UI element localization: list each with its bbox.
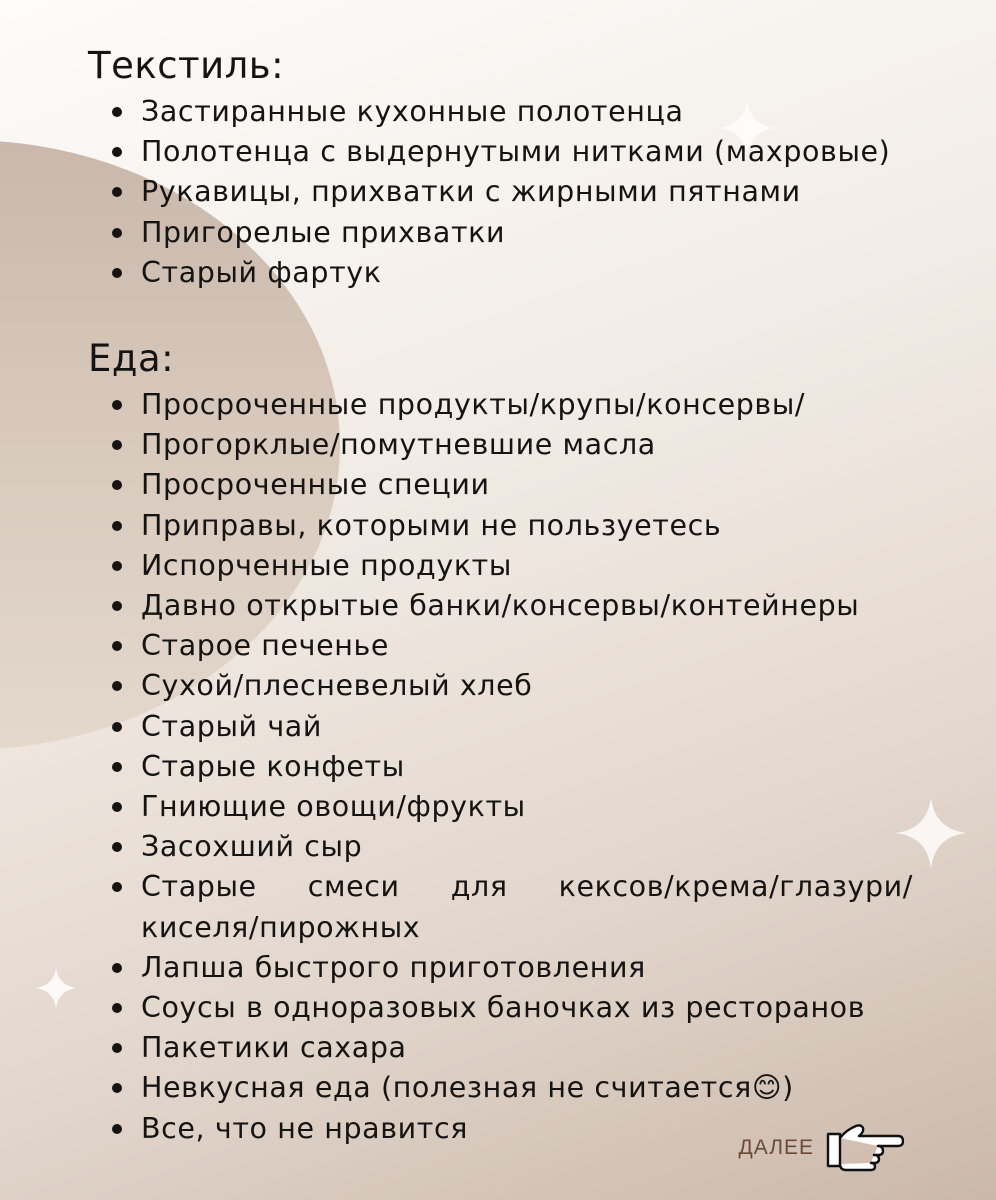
list-item-text: Приправы, которыми не пользуетесь: [141, 508, 722, 542]
list-item: [88, 787, 913, 827]
list-item: [88, 586, 913, 626]
bullet-icon: [112, 641, 122, 651]
list-item-text: Гниющие овощи/фрукты: [141, 790, 526, 824]
textile-list: [88, 92, 913, 293]
list-item: [88, 747, 913, 787]
list-item-text: Испорченные продукты: [141, 548, 512, 582]
bullet-icon: [112, 1083, 122, 1093]
list-item-text: Соусы в одноразовых баночках из ресторанов: [141, 991, 866, 1025]
list-item-text: Рукавицы, прихватки с жирными пятнами: [141, 175, 801, 209]
list-item: [88, 948, 913, 988]
sparkle-icon: [34, 966, 78, 1010]
list-item: [88, 546, 913, 586]
bullet-icon: [112, 842, 122, 852]
section-title-food: Еда:: [88, 337, 175, 381]
list-item-text: Старые конфеты: [141, 749, 405, 783]
section-title-textile: Текстиль:: [88, 44, 285, 87]
bullet-icon: [112, 1003, 122, 1013]
next-label: ДАЛЕЕ: [738, 1136, 814, 1159]
bullet-icon: [112, 400, 122, 410]
list-item: [88, 1028, 913, 1068]
list-item-text: Полотенца с выдернутыми нитками (махровые): [141, 135, 891, 169]
list-item: [88, 385, 913, 425]
list-item: [88, 465, 913, 505]
list-item-text: Пригорелые прихватки: [141, 215, 506, 249]
list-item-text: Прогорклые/помутневшие масла: [141, 428, 656, 462]
bullet-icon: [112, 561, 122, 571]
list-item-text: Лапша быстрого приготовления: [141, 950, 646, 984]
bullet-icon: [112, 963, 122, 973]
list-item: [88, 988, 913, 1028]
list-item: [88, 172, 913, 212]
list-item: [88, 626, 913, 666]
bullet-icon: [112, 601, 122, 611]
list-item: [88, 506, 913, 546]
bullet-icon: [112, 1043, 122, 1053]
bullet-icon: [112, 521, 122, 531]
list-item-text: Старые смеси для кексов/крема/глазури/ киселя/пирожных: [141, 870, 913, 944]
bullet-icon: [112, 147, 122, 157]
list-item: [88, 666, 913, 706]
list-item-text: Просроченные специи: [141, 468, 490, 502]
list-item: [88, 827, 913, 867]
bullet-icon: [112, 882, 122, 892]
list-item-text: Невкусная еда (полезная не считается😊): [141, 1071, 794, 1105]
list-item: [88, 707, 913, 747]
bullet-icon: [112, 480, 122, 490]
list-item-text: Засохший сыр: [141, 830, 363, 864]
bullet-icon: [112, 762, 122, 772]
list-item-text: Просроченные продукты/крупы/консервы/: [141, 388, 806, 422]
list-item: [88, 132, 913, 172]
bullet-icon: [112, 802, 122, 812]
bullet-icon: [112, 1124, 122, 1134]
food-list: [88, 385, 913, 1149]
bullet-icon: [112, 681, 122, 691]
list-item-text: Давно открытые банки/консервы/контейнеры: [141, 589, 860, 623]
list-item-text: Сухой/плесневелый хлеб: [141, 669, 533, 703]
bullet-icon: [112, 187, 122, 197]
list-item: [88, 213, 913, 253]
list-item-text: Старое печенье: [141, 629, 389, 663]
list-item-text: Старый фартук: [141, 255, 382, 289]
list-item: [88, 253, 913, 293]
bullet-icon: [112, 722, 122, 732]
bullet-icon: [112, 440, 122, 450]
content: [88, 40, 913, 1149]
list-item: [88, 92, 913, 132]
list-item: [88, 1068, 913, 1108]
list-item: [88, 867, 913, 947]
list-item-text: Пакетики сахара: [141, 1031, 407, 1065]
pointing-hand-icon: [824, 1120, 904, 1176]
bullet-icon: [112, 268, 122, 278]
bullet-icon: [112, 107, 122, 117]
list-item-text: Старый чай: [141, 709, 322, 743]
list-item-text: Застиранные кухонные полотенца: [141, 95, 684, 128]
bullet-icon: [112, 228, 122, 238]
next-button[interactable]: [739, 1120, 905, 1176]
list-item: [88, 425, 913, 465]
list-item-text: Все, что не нравится: [141, 1111, 468, 1145]
